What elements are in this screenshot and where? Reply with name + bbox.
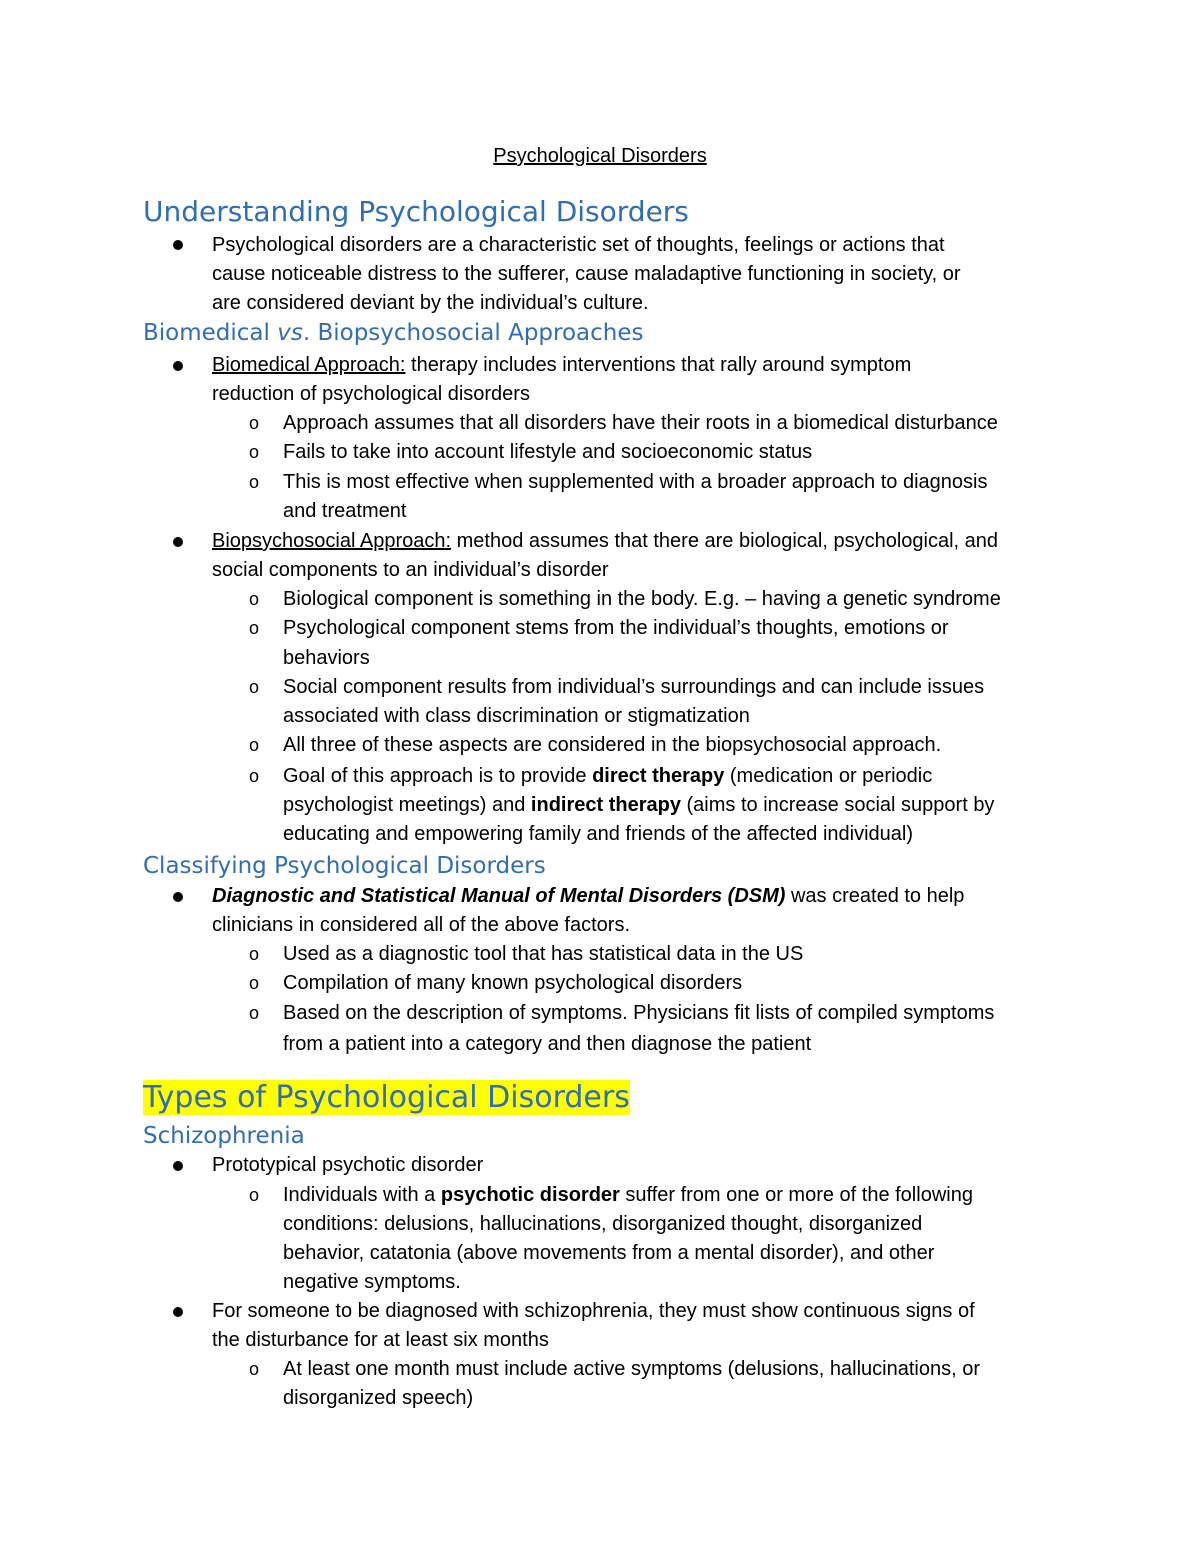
text-line: behavior, catatonia (above movements from a mental disorder), and other — [283, 1242, 935, 1264]
circle-bullet-icon: o — [249, 677, 260, 697]
bullet-icon — [173, 361, 183, 371]
text-line: For someone to be diagnosed with schizophrenia, they must show continuous signs of — [212, 1300, 975, 1322]
text-line: Social component results from individual’s surroundings and can include issues — [283, 676, 985, 698]
text-line: Used as a diagnostic tool that has statistical data in the US — [283, 943, 804, 965]
biomedical-item: Biomedical Approach: therapy includes interventions that rally around symptom — [212, 354, 912, 376]
text-line: educating and empowering family and friends of the affected individual) — [283, 823, 914, 845]
text-line: cause noticeable distress to the sufferer, cause maladaptive functioning in society, or — [212, 263, 961, 285]
goal-line: Goal of this approach is to provide direct therapy (medication or periodic — [283, 765, 933, 787]
circle-bullet-icon: o — [249, 618, 260, 638]
highlighted-heading: Types of Psychological Disorders — [143, 1080, 630, 1115]
text-line: disorganized speech) — [283, 1387, 474, 1409]
text-line: reduction of psychological disorders — [212, 383, 530, 405]
text-line: Psychological disorders are a characteristic set of thoughts, feelings or actions that — [212, 234, 945, 256]
text-line: negative symptoms. — [283, 1271, 461, 1293]
text-line: Prototypical psychotic disorder — [212, 1154, 484, 1176]
text-line: Approach assumes that all disorders have their roots in a biomedical disturbance — [283, 412, 998, 434]
bullet-icon — [173, 1307, 183, 1317]
circle-bullet-icon: o — [249, 1003, 260, 1023]
bullet-icon — [173, 537, 183, 547]
document-title: Psychological Disorders — [493, 145, 707, 167]
heading-classifying: Classifying Psychological Disorders — [143, 853, 546, 879]
text-line: This is most effective when supplemented with a broader approach to diagnosis — [283, 471, 988, 493]
circle-bullet-icon: o — [249, 472, 260, 492]
circle-bullet-icon: o — [249, 766, 260, 786]
heading-understanding: Understanding Psychological Disorders — [143, 195, 689, 228]
circle-bullet-icon: o — [249, 442, 260, 462]
text-line: Psychological component stems from the individual’s thoughts, emotions or — [283, 617, 949, 639]
text-line: from a patient into a category and then diagnose the patient — [283, 1033, 812, 1055]
goal-line: psychologist meetings) and indirect therapy (aims to increase social support by — [283, 794, 995, 816]
circle-bullet-icon: o — [249, 413, 260, 433]
text-line: At least one month must include active symptoms (delusions, hallucinations, or — [283, 1358, 981, 1380]
text-line: Fails to take into account lifestyle and socioeconomic status — [283, 441, 813, 463]
heading-schizophrenia: Schizophrenia — [143, 1123, 305, 1149]
circle-bullet-icon: o — [249, 1185, 260, 1205]
biopsychosocial-item: Biopsychosocial Approach: method assumes that there are biological, psychological, and — [212, 530, 999, 552]
circle-bullet-icon: o — [249, 589, 260, 609]
text-line: and treatment — [283, 500, 407, 522]
text-line: Based on the description of symptoms. Physicians fit lists of compiled symptoms — [283, 1002, 995, 1024]
text-line: behaviors — [283, 647, 370, 669]
heading-approaches: Biomedical vs. Biopsychosocial Approaches — [143, 320, 644, 346]
heading-types — [143, 1080, 630, 1116]
bullet-icon — [173, 892, 183, 902]
text-line: associated with class discrimination or stigmatization — [283, 705, 750, 727]
text-line: are considered deviant by the individual’s culture. — [212, 292, 649, 314]
psychotic-line: Individuals with a psychotic disorder suffer from one or more of the following — [283, 1184, 973, 1206]
text-line: the disturbance for at least six months — [212, 1329, 549, 1351]
circle-bullet-icon: o — [249, 1359, 260, 1379]
circle-bullet-icon: o — [249, 973, 260, 993]
text-line: conditions: delusions, hallucinations, disorganized thought, disorganized — [283, 1213, 923, 1235]
text-line: clinicians in considered all of the above factors. — [212, 914, 631, 936]
dsm-item: Diagnostic and Statistical Manual of Mental Disorders (DSM) was created to help — [212, 885, 965, 907]
bullet-icon — [173, 1161, 183, 1171]
circle-bullet-icon: o — [249, 944, 260, 964]
text-line: Compilation of many known psychological disorders — [283, 972, 743, 994]
circle-bullet-icon: o — [249, 735, 260, 755]
text-line: All three of these aspects are considered in the biopsychosocial approach. — [283, 734, 942, 756]
text-line: social components to an individual’s disorder — [212, 559, 609, 581]
bullet-icon — [173, 240, 183, 250]
text-line: Biological component is something in the body. E.g. – having a genetic syndrome — [283, 588, 1001, 610]
